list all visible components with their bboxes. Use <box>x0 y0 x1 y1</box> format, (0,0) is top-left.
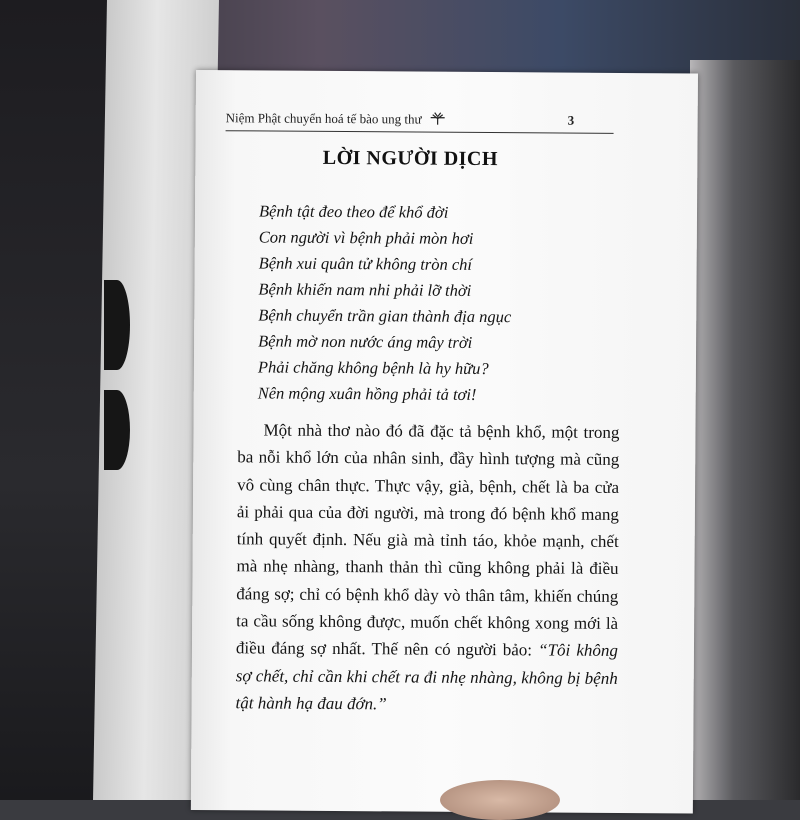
header-divider <box>226 130 614 134</box>
background-right <box>690 60 800 800</box>
cover-leaf-shape <box>104 280 130 370</box>
book-page <box>191 70 698 813</box>
poem-line: Bệnh mờ non nước áng mây trời <box>258 331 473 352</box>
poem-line: Bệnh xui quân tử không tròn chí <box>258 253 473 274</box>
paragraph-text: Một nhà thơ nào đó đã đặc tả bệnh khổ, một trong ba nỗi khổ lớn của nhân sinh, đầy hình tượng mà cũng vô cùng chân thực. Thực vậy, già, bệnh, chết là ba cửa ải phải qua của đời người, mà trong đó bệnh khổ mang tính quyết định. Nếu già mà tỉnh táo, khỏe mạnh, chết mà nhẹ nhàng, thanh thản thì cũng không phải là điều đáng sợ; chỉ có bệnh khổ dày vò thân tâm, khiến chúng ta cầu sống không được, muốn chết không xong mới là điều đáng sợ nhất. Thế nên có người bảo: <box>235 420 620 660</box>
poem-line: Phải chăng không bệnh là hy hữu? <box>257 357 489 379</box>
body-paragraph <box>235 416 619 719</box>
poem <box>258 198 619 409</box>
poem-line: Nên mộng xuân hồng phải tả tơi! <box>257 383 477 404</box>
thumb <box>440 780 560 820</box>
cover-leaf-shape <box>104 390 130 470</box>
chapter-title: LỜI NGƯỜI DỊCH <box>322 146 499 171</box>
poem-line: Bệnh chuyển trần gian thành địa ngục <box>258 305 512 327</box>
running-title: Niệm Phật chuyển hoá tế bào ung thư <box>225 110 422 127</box>
poem-line: Bệnh tật đeo theo để khổ đời <box>258 201 449 222</box>
paragraph-quote: “Tôi không sợ chết, chỉ cần khi chết ra đi nhẹ nhàng, không bị bệnh tật hành hạ đau đớn.” <box>235 640 619 714</box>
page-number: 3 <box>567 112 575 128</box>
poem-line: Bệnh khiến nam nhi phải lỡ thời <box>258 279 472 300</box>
running-header <box>226 110 616 131</box>
tree-icon <box>429 112 447 130</box>
poem-line: Con người vì bệnh phải mòn hơi <box>258 227 474 248</box>
